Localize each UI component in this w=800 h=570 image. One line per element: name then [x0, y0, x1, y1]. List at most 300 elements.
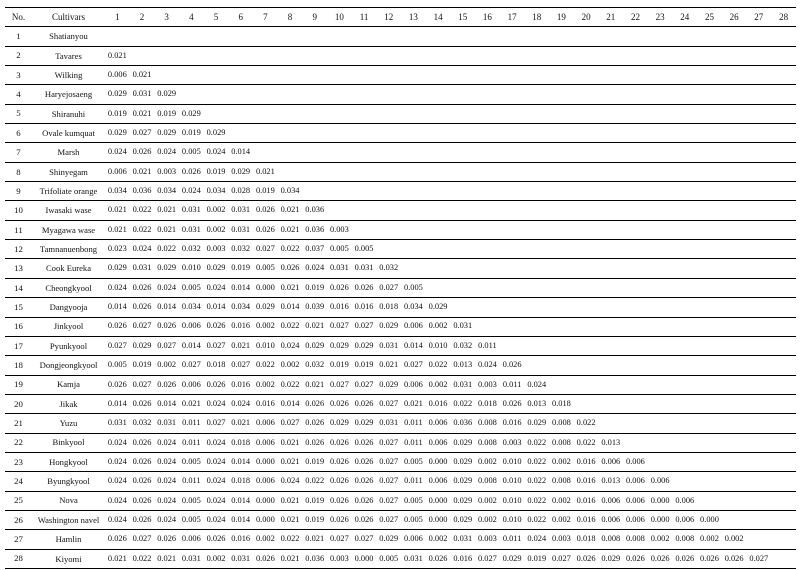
distance-value: [500, 182, 525, 201]
distance-value: [648, 259, 673, 278]
table-row: [5, 452, 796, 471]
distance-value: 0.026: [132, 514, 152, 524]
distance-value: [327, 104, 352, 123]
distance-value: 0.008: [552, 437, 571, 447]
distance-value: [746, 143, 771, 162]
distance-value: [672, 27, 697, 46]
distance-value: [204, 46, 229, 65]
distance-value: 0.032: [132, 418, 152, 428]
distance-value: [376, 85, 401, 104]
distance-value: 0.026: [206, 321, 226, 331]
distance-value: 0.018: [379, 302, 399, 312]
table-row: [5, 201, 796, 220]
distance-value: 0.002: [255, 379, 275, 389]
distance-value: 0.006: [403, 321, 423, 331]
distance-value: [426, 182, 451, 201]
distance-value: 0.026: [626, 553, 645, 563]
distance-value: 0.027: [206, 418, 226, 428]
row-number: 2: [16, 50, 21, 61]
distance-value: 0.021: [132, 108, 152, 118]
distance-value: 0.003: [477, 534, 497, 544]
distance-value: 0.006: [107, 70, 127, 79]
distance-value: [500, 240, 525, 259]
distance-value: 0.021: [403, 398, 423, 408]
distance-value: 0.026: [329, 282, 349, 292]
distance-value: [574, 182, 599, 201]
distance-value: [105, 27, 130, 46]
distance-value: [697, 220, 722, 239]
distance-value: 0.006: [675, 514, 695, 524]
distance-value: 0.022: [280, 534, 300, 544]
distance-value: [746, 182, 771, 201]
column-header-4: 4: [189, 11, 194, 22]
distance-value: [648, 143, 673, 162]
distance-value: [401, 66, 426, 85]
distance-value: [771, 27, 796, 46]
row-number: 23: [14, 456, 23, 467]
distance-value: 0.008: [601, 534, 621, 544]
distance-value: [771, 278, 796, 297]
distance-value: [722, 356, 747, 375]
distance-value: 0.011: [404, 437, 423, 447]
distance-value: [574, 124, 599, 143]
table-row: [5, 356, 796, 375]
distance-value: 0.026: [354, 476, 374, 486]
distance-value: [253, 46, 278, 65]
distance-value: 0.003: [157, 166, 177, 176]
distance-value: [722, 240, 747, 259]
distance-value: [376, 220, 401, 239]
distance-value: [771, 162, 796, 181]
distance-value: 0.021: [280, 282, 300, 292]
distance-value: [327, 124, 352, 143]
distance-value: 0.024: [107, 514, 127, 524]
distance-value: 0.014: [231, 456, 251, 466]
distance-value: [574, 259, 599, 278]
distance-value: [352, 124, 377, 143]
distance-value: [278, 143, 303, 162]
distance-value: 0.006: [626, 456, 645, 466]
distance-value: [500, 85, 525, 104]
distance-value: 0.024: [477, 360, 497, 370]
distance-value: 0.031: [181, 553, 201, 563]
distance-value: [401, 124, 426, 143]
distance-value: [722, 317, 747, 336]
distance-value: [672, 182, 697, 201]
distance-value: 0.014: [280, 398, 300, 408]
distance-value: [524, 46, 549, 65]
distance-value: 0.027: [329, 379, 349, 389]
distance-value: [697, 124, 722, 143]
distance-value: 0.024: [107, 456, 127, 466]
distance-value: 0.022: [576, 437, 596, 447]
cultivar-name: Byungkyool: [47, 476, 90, 487]
column-header-15: 15: [458, 11, 468, 22]
distance-value: [574, 85, 599, 104]
distance-value: [746, 124, 771, 143]
distance-value: [623, 356, 648, 375]
distance-value: 0.008: [552, 476, 571, 486]
distance-value: [278, 27, 303, 46]
distance-value: 0.027: [379, 476, 399, 486]
distance-value: [475, 27, 500, 46]
distance-value: 0.024: [107, 437, 127, 447]
distance-value: [228, 104, 253, 123]
distance-value: 0.032: [453, 340, 473, 350]
distance-value: [746, 336, 771, 355]
distance-value: [697, 182, 722, 201]
distance-value: 0.014: [157, 302, 177, 312]
distance-value: [598, 259, 623, 278]
distance-value: 0.002: [255, 321, 275, 331]
distance-value: 0.026: [675, 553, 695, 563]
row-number: 26: [14, 514, 23, 525]
distance-value: [450, 104, 475, 123]
distance-value: [722, 510, 747, 529]
distance-value: [500, 259, 525, 278]
distance-value: 0.036: [453, 418, 473, 428]
distance-value: 0.002: [280, 360, 300, 370]
distance-value: 0.026: [305, 437, 325, 447]
cultivar-name: Dongjeongkyool: [39, 360, 98, 371]
distance-value: 0.019: [231, 263, 251, 273]
distance-value: 0.022: [527, 495, 547, 505]
distance-value: 0.027: [354, 534, 374, 544]
distance-value: [697, 143, 722, 162]
distance-value: 0.022: [527, 437, 547, 447]
row-number: 27: [14, 534, 23, 545]
distance-value: 0.005: [181, 514, 201, 524]
distance-value: 0.029: [527, 418, 547, 428]
distance-value: [697, 162, 722, 181]
distance-value: 0.006: [675, 495, 695, 505]
distance-value: [524, 259, 549, 278]
distance-value: 0.024: [206, 147, 226, 157]
distance-value: [697, 27, 722, 46]
distance-value: [722, 124, 747, 143]
distance-value: 0.026: [305, 398, 325, 408]
distance-value: [672, 66, 697, 85]
distance-value: [327, 27, 352, 46]
distance-value: 0.011: [404, 418, 423, 428]
distance-value: [401, 259, 426, 278]
distance-value: [697, 317, 722, 336]
distance-value: 0.026: [255, 205, 275, 215]
distance-value: [426, 220, 451, 239]
distance-value: 0.031: [132, 263, 152, 273]
distance-value: [722, 27, 747, 46]
distance-value: 0.011: [182, 418, 201, 428]
distance-value: [574, 220, 599, 239]
distance-value: 0.021: [305, 534, 325, 544]
distance-value: 0.011: [404, 476, 423, 486]
distance-value: 0.027: [132, 128, 152, 138]
distance-value: [302, 104, 327, 123]
distance-value: [130, 27, 155, 46]
distance-value: [648, 336, 673, 355]
distance-value: [746, 259, 771, 278]
distance-value: [549, 162, 574, 181]
distance-value: 0.029: [502, 553, 522, 563]
distance-value: [426, 85, 451, 104]
row-number: 4: [16, 89, 21, 100]
distance-value: 0.024: [132, 244, 152, 254]
distance-value: 0.026: [700, 553, 719, 563]
distance-value: 0.024: [107, 282, 127, 292]
distance-value: 0.027: [181, 360, 201, 370]
column-header-16: 16: [482, 11, 492, 22]
distance-value: [376, 27, 401, 46]
distance-value: [426, 162, 451, 181]
distance-value: [771, 143, 796, 162]
distance-value: [623, 85, 648, 104]
distance-value: [475, 66, 500, 85]
distance-value: [746, 356, 771, 375]
distance-value: 0.002: [255, 534, 275, 544]
distance-value: 0.013: [527, 398, 547, 408]
distance-value: 0.016: [231, 379, 251, 389]
distance-value: 0.026: [132, 282, 152, 292]
distance-value: [648, 278, 673, 297]
column-header-7: 7: [263, 11, 268, 22]
distance-value: [524, 220, 549, 239]
distance-value: 0.011: [478, 340, 497, 350]
distance-value: 0.024: [206, 456, 226, 466]
distance-value: 0.027: [132, 534, 152, 544]
distance-value: 0.011: [182, 437, 201, 447]
distance-value: [549, 66, 574, 85]
distance-value: 0.000: [255, 456, 275, 466]
distance-value: [648, 452, 673, 471]
column-header-14: 14: [433, 11, 443, 22]
distance-value: [672, 317, 697, 336]
distance-value: [204, 27, 229, 46]
table-row: [5, 433, 796, 452]
distance-value: [598, 394, 623, 413]
distance-value: [524, 104, 549, 123]
distance-value: 0.019: [305, 514, 325, 524]
distance-value: 0.026: [576, 553, 596, 563]
distance-value: [722, 162, 747, 181]
distance-value: [623, 66, 648, 85]
distance-value: [450, 27, 475, 46]
distance-value: 0.026: [206, 534, 226, 544]
distance-value: [500, 317, 525, 336]
row-number: 10: [14, 205, 23, 216]
distance-value: 0.002: [700, 534, 719, 544]
distance-value: 0.027: [280, 418, 300, 428]
distance-value: [574, 336, 599, 355]
distance-value: [771, 356, 796, 375]
distance-value: 0.016: [329, 302, 349, 312]
cultivar-name: Pyunkyool: [49, 340, 88, 351]
distance-value: 0.024: [206, 282, 226, 292]
distance-value: [549, 356, 574, 375]
distance-value: 0.026: [724, 553, 744, 563]
distance-value: [524, 66, 549, 85]
distance-value: [722, 143, 747, 162]
distance-value: 0.026: [354, 282, 374, 292]
distance-value: [697, 66, 722, 85]
row-number: 5: [16, 108, 21, 119]
distance-value: [648, 356, 673, 375]
distance-value: [475, 298, 500, 317]
distance-value: [648, 85, 673, 104]
cultivar-name: Wilking: [54, 69, 83, 80]
distance-value: [376, 201, 401, 220]
distance-value: 0.032: [305, 360, 325, 370]
distance-value: [574, 317, 599, 336]
distance-value: 0.016: [231, 534, 251, 544]
distance-value: [253, 27, 278, 46]
distance-value: 0.021: [132, 166, 152, 176]
table-row: [5, 162, 796, 181]
distance-value: 0.026: [354, 456, 374, 466]
distance-value: 0.019: [305, 495, 325, 505]
table-row: [5, 240, 796, 259]
distance-value: [771, 452, 796, 471]
distance-value: [475, 143, 500, 162]
distance-value: 0.026: [329, 514, 349, 524]
distance-value: 0.029: [255, 302, 275, 312]
distance-value: 0.011: [502, 379, 522, 389]
distance-value: 0.026: [132, 398, 152, 408]
distance-value: 0.005: [107, 360, 127, 370]
distance-value: [771, 259, 796, 278]
distance-value: 0.016: [576, 495, 596, 505]
distance-value: [598, 143, 623, 162]
distance-value: [722, 414, 747, 433]
distance-value: [746, 375, 771, 394]
table-row: [5, 375, 796, 394]
distance-value: 0.024: [107, 476, 127, 486]
distance-value: 0.027: [157, 340, 177, 350]
column-header-26: 26: [729, 11, 739, 22]
distance-value: 0.014: [157, 398, 177, 408]
distance-value: 0.024: [206, 437, 226, 447]
distance-value: [672, 433, 697, 452]
distance-value: 0.026: [255, 224, 275, 234]
distance-value: [672, 124, 697, 143]
distance-value: [204, 104, 229, 123]
distance-value: [648, 240, 673, 259]
distance-value: [475, 278, 500, 297]
distance-value: 0.006: [626, 495, 645, 505]
distance-value: 0.031: [453, 379, 473, 389]
distance-value: 0.024: [280, 476, 300, 486]
distance-value: 0.014: [231, 514, 251, 524]
distance-value: 0.005: [379, 553, 399, 563]
distance-value: 0.022: [157, 244, 177, 254]
cultivar-name: Jinkyool: [53, 321, 84, 332]
distance-value: 0.024: [527, 534, 547, 544]
distance-value: [648, 201, 673, 220]
distance-value: [500, 104, 525, 123]
distance-value: 0.026: [132, 476, 152, 486]
distance-value: [327, 162, 352, 181]
distance-value: 0.021: [231, 340, 251, 350]
distance-value: 0.026: [157, 534, 177, 544]
distance-value: 0.027: [107, 340, 127, 350]
distance-value: 0.034: [157, 186, 177, 196]
distance-value: [574, 143, 599, 162]
row-number: 12: [14, 243, 23, 254]
distance-value: 0.026: [255, 553, 275, 563]
distance-value: 0.021: [107, 205, 127, 215]
distance-value: [697, 394, 722, 413]
distance-value: 0.002: [552, 456, 571, 466]
distance-value: 0.010: [502, 476, 522, 486]
distance-value: [598, 162, 623, 181]
cultivar-name: Kamja: [57, 379, 80, 390]
distance-value: 0.011: [182, 476, 201, 486]
cultivar-name: Shinyegam: [49, 166, 88, 177]
distance-value: 0.011: [502, 534, 522, 544]
distance-value: [623, 394, 648, 413]
distance-value: [648, 46, 673, 65]
distance-value: 0.014: [280, 302, 300, 312]
distance-value: [746, 278, 771, 297]
table-row: [5, 394, 796, 413]
table-row: [5, 336, 796, 355]
distance-value: 0.005: [181, 456, 201, 466]
distance-value: [697, 433, 722, 452]
distance-value: 0.016: [576, 514, 596, 524]
distance-value: [574, 46, 599, 65]
cultivar-name: Nova: [59, 495, 78, 506]
distance-value: [376, 182, 401, 201]
distance-value: 0.005: [354, 244, 374, 254]
distance-value: [302, 182, 327, 201]
distance-value: 0.024: [305, 263, 325, 273]
distance-value: 0.006: [601, 456, 621, 466]
distance-value: 0.029: [453, 456, 473, 466]
distance-value: [722, 259, 747, 278]
distance-value: 0.024: [527, 379, 547, 389]
distance-value: 0.029: [329, 340, 349, 350]
distance-value: 0.031: [231, 205, 251, 215]
distance-value: [401, 162, 426, 181]
distance-value: 0.027: [749, 553, 769, 563]
distance-value: [426, 259, 451, 278]
distance-value: [598, 46, 623, 65]
distance-value: 0.016: [576, 456, 596, 466]
distance-value: [253, 143, 278, 162]
distance-value: [672, 85, 697, 104]
distance-value: 0.026: [354, 514, 374, 524]
cultivar-name: Iwasaki wase: [45, 205, 92, 216]
distance-value: [746, 298, 771, 317]
distance-value: 0.029: [157, 263, 177, 273]
distance-value: 0.036: [305, 205, 325, 215]
distance-value: 0.027: [132, 321, 152, 331]
distance-value: [500, 143, 525, 162]
distance-value: [672, 336, 697, 355]
distance-value: 0.024: [206, 495, 226, 505]
distance-value: 0.016: [354, 302, 374, 312]
distance-value: [598, 317, 623, 336]
distance-value: [179, 85, 204, 104]
distance-value: [549, 27, 574, 46]
distance-value: [549, 375, 574, 394]
distance-value: [376, 66, 401, 85]
distance-value: 0.010: [502, 456, 522, 466]
distance-value: [302, 124, 327, 143]
distance-value: 0.026: [305, 418, 325, 428]
distance-value: [574, 162, 599, 181]
distance-value: [500, 66, 525, 85]
distance-value: [549, 104, 574, 123]
